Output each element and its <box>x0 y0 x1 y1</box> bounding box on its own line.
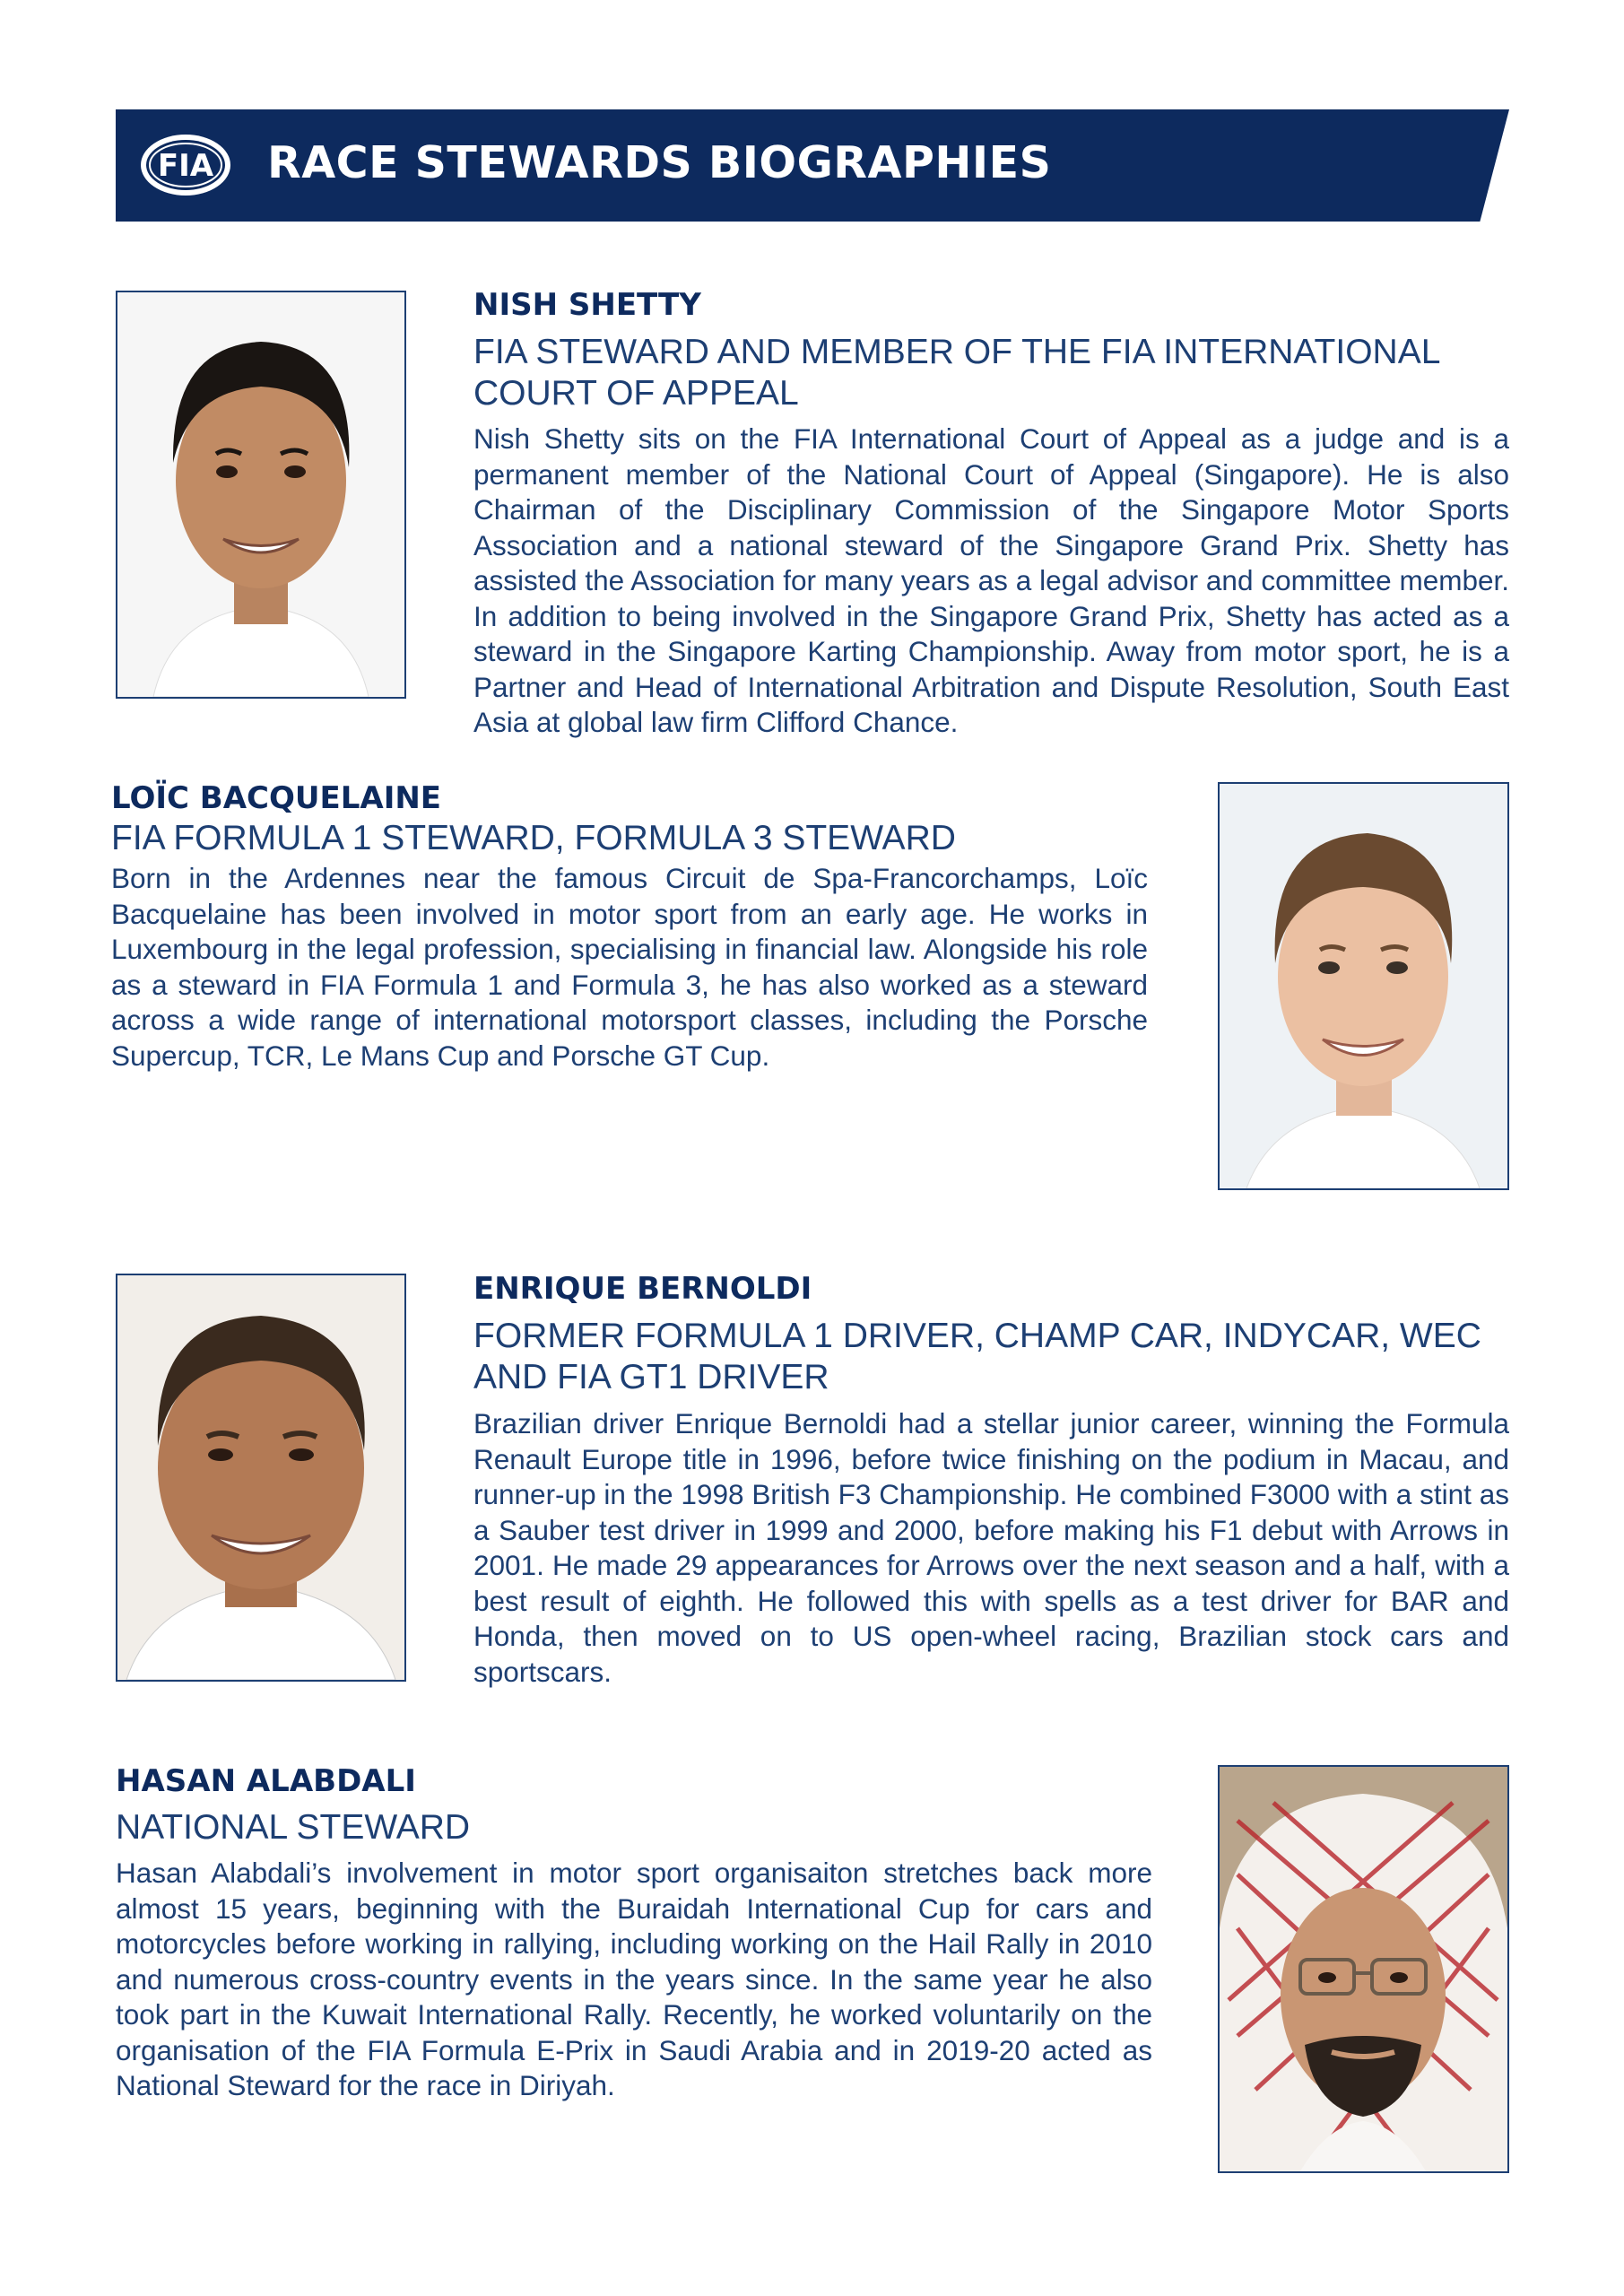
steward-bio: Hasan Alabdali’s involvement in motor sport organisaiton stretches back more almost 15 years, beginning with the Buraidah International Cup for cars and motorcycles before working in rallying, including working on the Hail Rally in 2010 and numerous cross-country events in the years since. In the same year he also took part in the Kuwait International Rally. Recently, he worked voluntarily on the organisation of the FIA Formula E-Prix in Saudi Arabia and in 2019-20 acted as National Steward for the race in Diriyah. <box>116 1857 1152 2101</box>
steward-role: NATIONAL STEWARD <box>116 1808 471 1847</box>
steward-role: FIA STEWARD AND MEMBER OF THE FIA INTERNATIONAL COURT OF APPEAL <box>473 333 1439 413</box>
fia-logo <box>139 133 232 197</box>
portrait-enrique-bernoldi <box>116 1274 406 1682</box>
steward-role: FIA FORMULA 1 STEWARD, FORMULA 3 STEWARD <box>111 819 956 857</box>
steward-bio: Nish Shetty sits on the FIA International Court of Appeal as a judge and is a permanent member of the National Court of Appeal (Singapore). He is also Chairman of the Disciplinary Commission of the Singapore Motor Sports Association and a national steward of the Singapore Grand Prix. Shetty has assisted the Association for many years as a legal advisor and committee member. In addition to being involved in the Singapore Grand Prix, Shetty has acted as a steward in the Singapore Karting Championship. Away from motor sport, he is a Partner and Head of International Arbitration and Dispute Resolution, South East Asia at global law firm Clifford Chance. <box>473 422 1509 738</box>
steward-bio: Born in the Ardennes near the famous Circuit de Spa-Francorchamps, Loïc Bacquelaine has been involved in motor sport from an early age. He works in Luxembourg in the legal profession, specialising in financial law. Alongside his role as a steward in FIA Formula 1 and Formula 3, he has also worked as a steward across a wide range of international motorsport classes, including the Porsche Supercup, TCR, Le Mans Cup and Porsche GT Cup. <box>111 862 1148 1072</box>
steward-role: FORMER FORMULA 1 DRIVER, CHAMP CAR, INDYCAR, WEC AND FIA GT1 DRIVER <box>473 1317 1481 1396</box>
portrait-nish-shetty <box>116 291 406 699</box>
portrait-hasan-alabdali <box>1218 1765 1509 2173</box>
steward-name: LOÏC BACQUELAINE <box>111 780 442 816</box>
steward-name: ENRIQUE BERNOLDI <box>473 1271 812 1307</box>
steward-bio: Brazilian driver Enrique Bernoldi had a stellar junior career, winning the Formula Renault Europe title in 1996, before twice finishing on the podium in Macau, and runner-up in the 1998 British F3 Championship. He combined F3000 with a stint as a Sauber test driver in 1999 and 2000, before making his F1 debut with Arrows in 2001. He made 29 appearances for Arrows over the next season and a half, with a best result of eighth. He followed this with spells as a test driver for BAR and Honda, then moved on to US open-wheel racing, Brazilian stock cars and sportscars. <box>473 1407 1509 1688</box>
page-title: RACE STEWARDS BIOGRAPHIES <box>267 137 1052 188</box>
steward-name: NISH SHETTY <box>473 287 701 323</box>
portrait-loic-bacquelaine <box>1218 782 1509 1190</box>
steward-name: HASAN ALABDALI <box>116 1763 416 1799</box>
svg-text:FIA: FIA <box>157 148 214 184</box>
